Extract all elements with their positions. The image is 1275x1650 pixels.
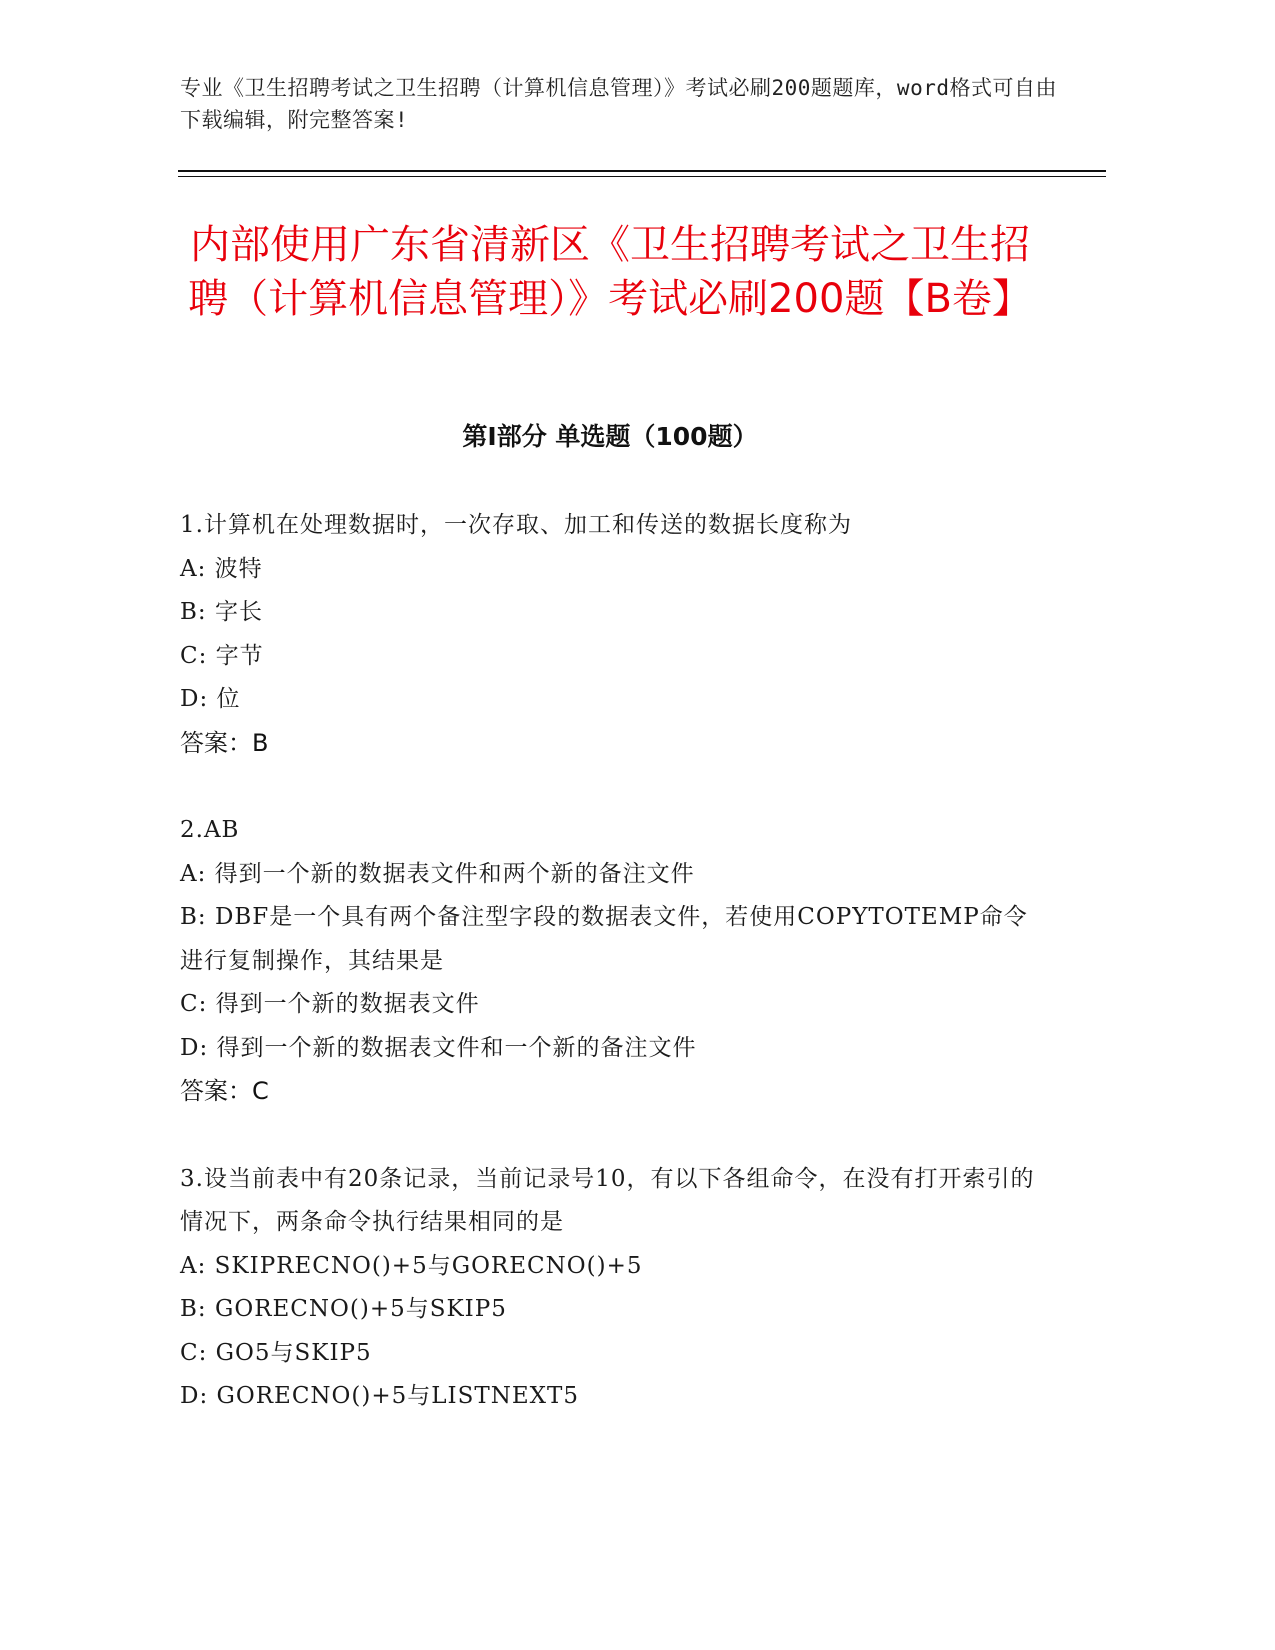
question-list	[180, 504, 1040, 1463]
section-title: 第Ⅰ部分 单选题（100题）	[462, 422, 758, 451]
document-title: 内部使用广东省清新区《卫生招聘考试之卫生招聘（计算机信息管理）》考试必刷200题【B卷】	[188, 222, 1032, 322]
question-2	[180, 809, 1040, 1114]
question-stem: 1.计算机在处理数据时，一次存取、加工和传送的数据长度称为	[180, 512, 852, 538]
option-c: C: GO5与SKIP5	[180, 1339, 372, 1366]
option-d: D: 得到一个新的数据表文件和一个新的备注文件	[180, 1034, 697, 1061]
option-a: A: 得到一个新的数据表文件和两个新的备注文件	[180, 860, 695, 887]
option-a: A: SKIPRECNO()+5与GORECNO()+5	[180, 1252, 643, 1279]
question-stem: 3.设当前表中有20条记录，当前记录号10，有以下各组命令，在没有打开索引的情况下，两条命令执行结果相同的是	[180, 1165, 1035, 1235]
option-b: B: GORECNO()+5与SKIP5	[180, 1296, 507, 1322]
question-stem: 2.AB	[180, 817, 240, 843]
option-d: D: GORECNO()+5与LISTNEXT5	[180, 1383, 579, 1409]
option-c: C: 得到一个新的数据表文件	[180, 991, 480, 1017]
option-c: C: 字节	[180, 642, 264, 669]
option-a: A: 波特	[180, 555, 263, 582]
answer-line: 答案：C	[180, 1077, 269, 1105]
header-divider-thick	[178, 170, 1106, 172]
question-1	[180, 504, 1040, 765]
header-note: 专业《卫生招聘考试之卫生招聘（计算机信息管理）》考试必刷200题题库，word格式可自由下载编辑，附完整答案!	[180, 76, 1057, 132]
header-divider-thin	[178, 176, 1106, 177]
option-b: B: DBF是一个具有两个备注型字段的数据表文件，若使用COPYTOTEMP命令进行复制操作，其结果是	[180, 904, 1028, 974]
option-d: D: 位	[180, 686, 241, 712]
option-b: B: 字长	[180, 599, 263, 625]
question-3	[180, 1158, 1040, 1419]
answer-line: 答案：B	[180, 728, 269, 757]
